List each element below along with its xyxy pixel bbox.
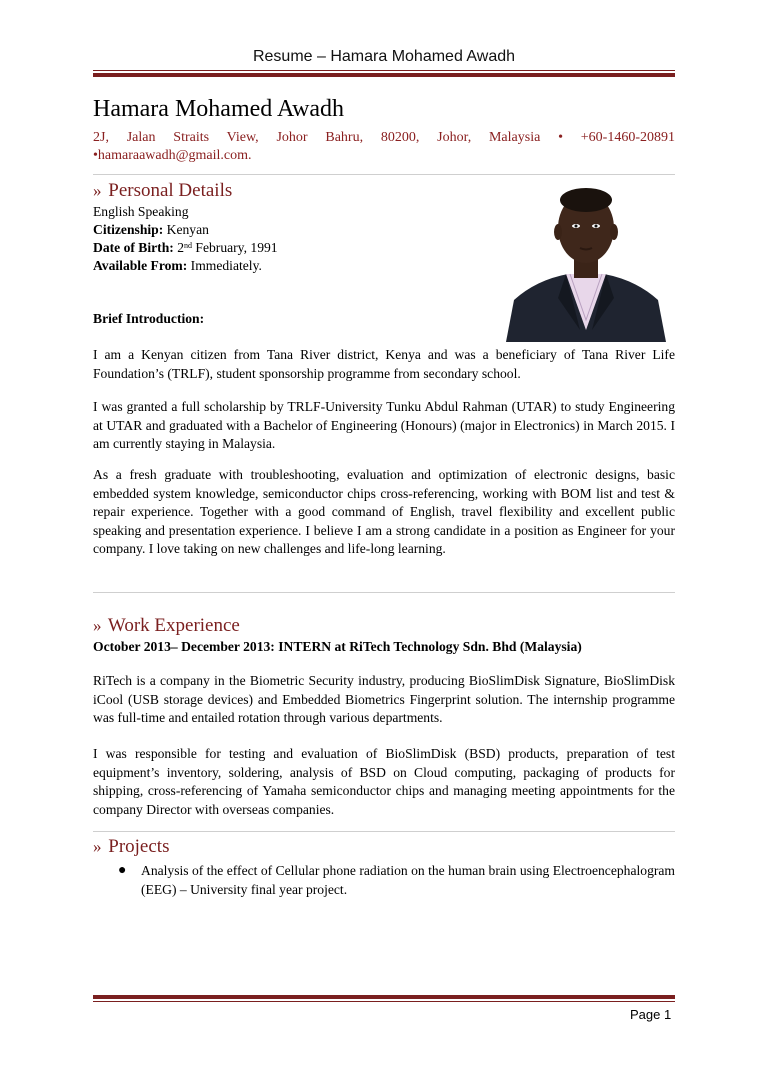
citizenship: Citizenship: Kenyan: [93, 222, 209, 237]
page-number: Page 1: [630, 1007, 672, 1022]
footer-rule-thick: [93, 995, 675, 999]
section-title-projects: » Projects: [93, 836, 170, 857]
work-paragraph: RiTech is a company in the Biometric Security industry, producing BioSlimDisk Signature, BioSlimDisk iCool (USB storage devices) and Embedded Biometrics Fingerprint solution. The internship programme was full-time and entailed rotation through various departments.: [93, 673, 675, 726]
header-rule-thick: [93, 73, 675, 77]
contact-info: 2J, Jalan Straits View, Johor Bahru, 80200, Johor, Malaysia • +60-1460-20891 •hamaraawadh@gmail.com.: [93, 130, 675, 163]
candidate-name: Hamara Mohamed Awadh: [93, 96, 345, 122]
page-header-title: Resume – Hamara Mohamed Awadh: [252, 48, 516, 65]
divider: [93, 174, 675, 175]
chevron-icon: »: [93, 181, 102, 200]
language: English Speaking: [93, 204, 189, 219]
chevron-icon: »: [93, 616, 102, 635]
work-position: October 2013– December 2013: INTERN at RiTech Technology Sdn. Bhd (Malaysia): [93, 639, 582, 654]
intro-paragraph: As a fresh graduate with troubleshooting, evaluation and optimization of electronic designs, basic embedded system knowledge, semiconductor chips cross-referencing, working with BOM list and test & repair experience. Together with a good command of English, travel flexibility and excellent public speaking and presentation experience. I believe I am a strong candidate in a position as Engineer for your company. I love taking on new challenges and life-long learning.: [93, 467, 675, 557]
divider: [93, 592, 675, 593]
work-paragraph: I was responsible for testing and evaluation of BioSlimDisk (BSD) products, preparation of test equipment’s inventory, soldering, analysis of BSD on Cloud computing, packaging of products for shipping, cross-referencing of Yamaha semiconductor chips and managing meeting appointments for the company Director with overseas companies.: [93, 746, 675, 817]
intro-paragraph: I am a Kenyan citizen from Tana River district, Kenya and was a beneficiary of Tana River Life Foundation’s (TRLF), student sponsorship programme from secondary school.: [93, 347, 675, 381]
header-rule-thin: [93, 70, 675, 71]
section-title-work: » Work Experience: [93, 615, 240, 636]
chevron-icon: »: [93, 837, 102, 856]
intro-paragraph: I was granted a full scholarship by TRLF-University Tunku Abdul Rahman (UTAR) to study Engineering at UTAR and graduated with a Bachelor of Engineering (Honours) (major in Electronics) in March 2015. I am currently staying in Malaysia.: [93, 399, 675, 452]
project-item: ● Analysis of the effect of Cellular phone radiation on the human brain using Electroencephalogram (EEG) – University final year project.: [118, 863, 675, 897]
available-from: Available From: Immediately.: [93, 258, 262, 273]
divider: [93, 831, 675, 832]
section-title-personal: » Personal Details: [93, 180, 233, 201]
intro-label: Brief Introduction:: [93, 311, 205, 326]
footer-rule-thin: [93, 1001, 675, 1002]
bullet-icon: ●: [118, 863, 127, 878]
profile-photo: [496, 180, 676, 342]
date-of-birth: Date of Birth: 2nd February, 1991: [93, 240, 278, 255]
